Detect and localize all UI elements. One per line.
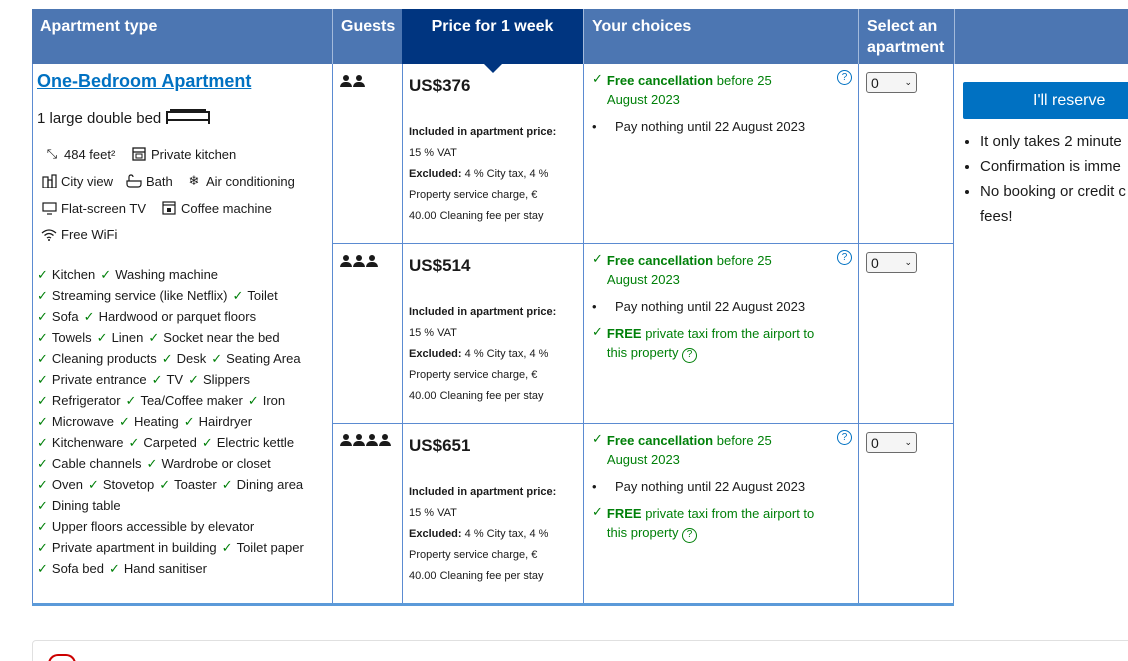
bed-icon (166, 108, 210, 128)
air-conditioning-icon: ❄ (188, 173, 200, 188)
check-icon: ✓ (125, 393, 137, 408)
apartment-quantity-select[interactable]: 0 ⌄ (866, 252, 917, 273)
check-icon: ✓ (37, 330, 48, 345)
amenity-item: Toaster (174, 477, 217, 492)
amenity-item: Cable channels (51, 456, 142, 471)
chevron-down-icon: ⌄ (904, 437, 912, 447)
next-card (32, 640, 1128, 661)
amenity-row (37, 369, 332, 390)
header-select: Select an apartment (859, 9, 954, 64)
facility-coffee-machine: Coffee machine (161, 200, 272, 216)
check-icon: ✓ (96, 330, 108, 345)
check-icon: ✓ (211, 351, 223, 366)
amenity-item: Wardrobe or closet (161, 456, 271, 471)
check-icon: ✓ (592, 324, 603, 339)
check-icon: ✓ (592, 504, 603, 519)
check-icon: ✓ (37, 414, 48, 429)
kitchen-icon (131, 146, 147, 162)
badge-icon (48, 654, 76, 661)
amenity-item: Towels (51, 330, 92, 345)
facility-bath: Bath (126, 173, 173, 189)
price-block-3: US$651 Included in apartment price: 15 % VAT Excluded: 4 % City tax, 4 % Property service charge, € 40.00 Cleaning fee per stay (409, 436, 579, 587)
amenity-item: Slippers (203, 372, 250, 387)
price-value: US$651 (409, 436, 471, 455)
price-block-2: US$514 Included in apartment price: 15 % VAT Excluded: 4 % City tax, 4 % Property service charge, € 40.00 Cleaning fee per stay (409, 256, 579, 407)
check-icon: ✓ (151, 372, 163, 387)
check-icon: ✓ (221, 540, 233, 555)
amenity-item: Dining table (51, 498, 121, 513)
amenity-item: Linen (111, 330, 144, 345)
check-icon: ✓ (37, 393, 48, 408)
tv-icon (41, 200, 57, 216)
header-price: Price for 1 week (402, 9, 583, 64)
guests-row-1 (340, 75, 365, 87)
amenity-item: Microwave (51, 414, 115, 429)
amenity-item: Tea/Coffee maker (140, 393, 243, 408)
person-icon (366, 434, 378, 446)
check-icon: ✓ (87, 477, 99, 492)
city-view-icon (41, 173, 57, 189)
amenity-item: Desk (176, 351, 207, 366)
amenity-item: Electric kettle (216, 435, 295, 450)
check-icon: ✓ (37, 540, 48, 555)
check-icon: ✓ (148, 330, 160, 345)
check-icon: ✓ (247, 393, 259, 408)
header-reserve-column (955, 9, 1128, 64)
facility-tv: Flat-screen TV (41, 200, 146, 216)
amenity-item: Seating Area (226, 351, 301, 366)
apartment-name-link[interactable]: One-Bedroom Apartment (37, 71, 252, 91)
amenity-item: Carpeted (143, 435, 197, 450)
facility-area: ⤡ 484 feet² (44, 146, 115, 162)
guests-row-3 (340, 434, 391, 446)
check-icon: ✓ (37, 519, 48, 534)
amenity-row (37, 264, 332, 285)
check-icon: ✓ (183, 414, 195, 429)
amenity-row (37, 348, 332, 369)
amenity-row (37, 474, 332, 495)
amenity-item: Washing machine (115, 267, 219, 282)
price-block-1: US$376 Included in apartment price: 15 % VAT Excluded: 4 % City tax, 4 % Property service charge, € 40.00 Cleaning fee per stay (409, 76, 579, 227)
amenity-item: Sofa (51, 309, 79, 324)
help-icon[interactable]: ? (682, 528, 697, 543)
amenity-item: Iron (262, 393, 286, 408)
amenity-item: TV (166, 372, 184, 387)
check-icon: ✓ (221, 477, 233, 492)
area-icon: ⤡ (46, 146, 58, 161)
help-icon[interactable]: ? (837, 250, 852, 265)
amenity-item: Sofa bed (51, 561, 104, 576)
check-icon: ✓ (592, 251, 603, 266)
header-apartment-type: Apartment type (32, 9, 332, 64)
amenity-row (37, 327, 332, 348)
check-icon: ✓ (37, 456, 48, 471)
price-sort-arrow (484, 64, 502, 73)
amenity-item: Heating (133, 414, 179, 429)
amenity-row (37, 453, 332, 474)
header-your-choices: Your choices (584, 9, 858, 64)
amenity-row (37, 411, 332, 432)
check-icon: ✓ (128, 435, 140, 450)
check-icon: ✓ (201, 435, 213, 450)
amenity-item: Dining area (236, 477, 304, 492)
amenity-row (37, 495, 332, 516)
amenity-item: Toilet (247, 288, 278, 303)
chevron-down-icon: ⌄ (904, 77, 912, 87)
person-icon (353, 255, 365, 267)
amenity-item: Private entrance (51, 372, 147, 387)
check-icon: ✓ (592, 431, 603, 446)
apartment-quantity-select[interactable]: 0 ⌄ (866, 72, 917, 93)
person-icon (353, 434, 365, 446)
amenity-item: Hand sanitiser (123, 561, 207, 576)
amenity-item: Hairdryer (198, 414, 253, 429)
check-icon: ✓ (37, 267, 48, 282)
amenity-row (37, 537, 332, 558)
amenity-item: Streaming service (like Netflix) (51, 288, 228, 303)
person-icon (340, 434, 352, 446)
choices-block-1: ✓ Free cancellation before 25 August 2023 • Pay nothing until 22 August 2023 (592, 71, 806, 134)
check-icon: ✓ (146, 456, 158, 471)
choices-block-2: ✓ Free cancellation before 25 August 2023 • Pay nothing until 22 August 2023 ✓ FREE private taxi from the airport to this property ? (592, 251, 852, 363)
header-guests: Guests (333, 9, 402, 64)
check-icon: ✓ (161, 351, 173, 366)
amenity-row (37, 558, 332, 579)
price-value: US$514 (409, 256, 471, 275)
facility-kitchen: Private kitchen (131, 146, 236, 162)
person-icon (366, 255, 378, 267)
help-icon[interactable]: ? (837, 70, 852, 85)
check-icon: ✓ (37, 498, 48, 513)
coffee-machine-icon (161, 200, 177, 216)
choices-block-3: ✓ Free cancellation before 25 August 2023 • Pay nothing until 22 August 2023 ✓ FREE private taxi from the airport to this property ? (592, 431, 852, 543)
amenity-row (37, 516, 332, 537)
price-value: US$376 (409, 76, 471, 95)
check-icon: ✓ (37, 309, 48, 324)
wifi-icon (41, 226, 57, 242)
reserve-notes: • It only takes 2 minute • Confirmation is imme • No booking or credit c fees! (962, 129, 1128, 229)
amenity-item: Upper floors accessible by elevator (51, 519, 255, 534)
help-icon[interactable]: ? (682, 348, 697, 363)
amenity-item: Cleaning products (51, 351, 157, 366)
help-icon[interactable]: ? (837, 430, 852, 445)
check-icon: ✓ (83, 309, 95, 324)
check-icon: ✓ (108, 561, 120, 576)
bed-info: 1 large double bed (37, 108, 210, 128)
check-icon: ✓ (592, 71, 603, 86)
bath-icon (126, 173, 142, 189)
amenity-item: Private apartment in building (51, 540, 217, 555)
person-icon (340, 255, 352, 267)
check-icon: ✓ (37, 477, 48, 492)
check-icon: ✓ (37, 351, 48, 366)
check-icon: ✓ (37, 561, 48, 576)
facility-city-view: City view (41, 173, 113, 189)
check-icon: ✓ (37, 435, 48, 450)
check-icon: ✓ (159, 477, 171, 492)
amenity-row (37, 432, 332, 453)
amenity-row (37, 390, 332, 411)
check-icon: ✓ (119, 414, 130, 429)
amenity-item: Kitchenware (51, 435, 124, 450)
guests-row-2 (340, 255, 378, 267)
amenity-item: Oven (51, 477, 83, 492)
amenity-item: Socket near the bed (163, 330, 280, 345)
amenities-list (37, 264, 332, 579)
chevron-down-icon: ⌄ (904, 257, 912, 267)
apartment-quantity-select[interactable]: 0 ⌄ (866, 432, 917, 453)
amenity-row (37, 306, 332, 327)
amenity-item: Refrigerator (51, 393, 121, 408)
facility-air-conditioning: ❄ Air conditioning (186, 173, 295, 189)
reserve-button[interactable]: I'll reserve (963, 82, 1128, 119)
person-icon (353, 75, 365, 87)
facility-wifi: Free WiFi (41, 226, 117, 242)
check-icon: ✓ (100, 267, 112, 282)
check-icon: ✓ (37, 288, 48, 303)
amenity-row (37, 285, 332, 306)
amenity-item: Hardwood or parquet floors (98, 309, 257, 324)
person-icon (379, 434, 391, 446)
amenity-item: Toilet paper (236, 540, 304, 555)
person-icon (340, 75, 352, 87)
check-icon: ✓ (232, 288, 244, 303)
amenity-item: Kitchen (51, 267, 96, 282)
check-icon: ✓ (188, 372, 200, 387)
amenity-item: Stovetop (102, 477, 155, 492)
check-icon: ✓ (37, 372, 48, 387)
